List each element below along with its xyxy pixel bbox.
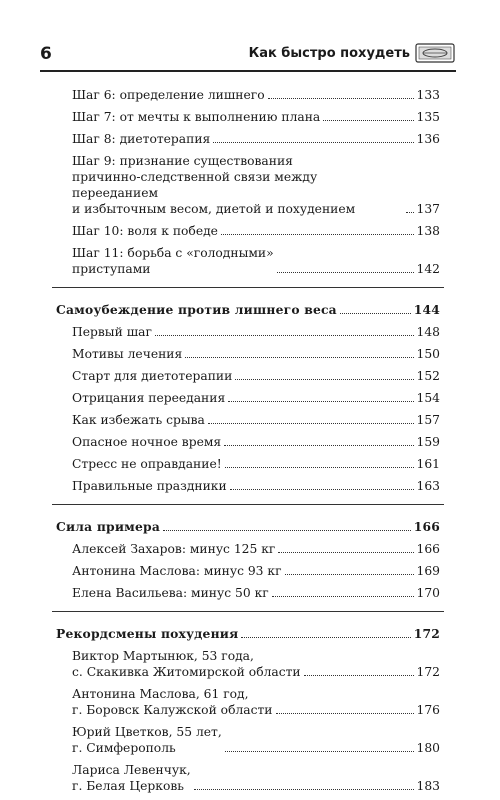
toc-entry	[56, 131, 440, 147]
toc-page-number: 166	[413, 519, 440, 534]
toc-entry	[56, 324, 440, 340]
toc-entry-title: Антонина Маслова: минус 93 кг	[72, 564, 282, 578]
header-rule	[40, 70, 456, 72]
toc-entry	[56, 109, 440, 125]
dot-leader	[268, 98, 414, 99]
toc-entry	[56, 153, 440, 217]
dot-leader	[285, 574, 414, 575]
dot-leader	[277, 272, 414, 273]
toc-entry	[56, 762, 440, 794]
running-title: Как быстро похудеть	[248, 46, 410, 61]
toc-entry-title: Сила примера	[56, 519, 161, 534]
toc-page-number: 161	[416, 457, 440, 471]
dot-leader	[155, 335, 414, 336]
toc-entry-title: Шаг 11: борьба с «голодными» приступами	[72, 246, 274, 276]
dot-leader	[208, 423, 414, 424]
dot-leader	[221, 234, 414, 235]
toc-entry-title: Первый шаг	[72, 325, 152, 339]
toc-page-number: 176	[416, 703, 440, 717]
toc-entry	[56, 87, 440, 103]
page-number: 6	[40, 44, 52, 64]
dot-leader	[163, 530, 411, 531]
toc-entry-title: Стресс не оправдание!	[72, 457, 222, 471]
dot-leader	[230, 489, 414, 490]
dot-leader	[225, 751, 414, 752]
dot-leader	[278, 552, 413, 553]
toc-entry	[56, 434, 440, 450]
toc-page-number: 138	[416, 224, 440, 238]
dot-leader	[241, 637, 410, 638]
toc-page-number: 135	[416, 110, 440, 124]
toc-entry-title: Старт для диетотерапии	[72, 369, 233, 383]
toc-entry	[56, 346, 440, 362]
toc-section-entry	[56, 626, 440, 642]
dot-leader	[340, 313, 411, 314]
section-divider	[52, 611, 444, 612]
toc-entry-title: Опасное ночное время	[72, 435, 222, 449]
toc-page-number: 133	[416, 88, 440, 102]
toc-entry-title: Рекордсмены похудения	[56, 626, 239, 641]
toc-entry	[56, 724, 440, 756]
toc-entry	[56, 245, 440, 277]
dot-leader	[276, 713, 414, 714]
dot-leader	[228, 401, 413, 402]
toc-entry	[56, 686, 440, 718]
toc-entry	[56, 541, 440, 557]
dot-leader	[194, 789, 414, 790]
toc-entry-title: Елена Васильева: минус 50 кг	[72, 586, 269, 600]
toc-section-entry	[56, 302, 440, 318]
toc-entry	[56, 368, 440, 384]
toc-entry	[56, 456, 440, 472]
toc-entry-title: Юрий Цветков, 55 лет, г. Симферополь	[72, 725, 222, 755]
toc-page-number: 142	[416, 262, 440, 276]
toc-entry	[56, 412, 440, 428]
section-divider	[52, 504, 444, 505]
toc-page-number: 172	[416, 665, 440, 679]
toc-entry-title: Виктор Мартынюк, 53 года, с. Скакивка Житомирской области	[72, 649, 301, 679]
toc-entry-title: Мотивы лечения	[72, 347, 183, 361]
toc-entry-title: Алексей Захаров: минус 125 кг	[72, 542, 276, 556]
toc-entry-title: Правильные праздники	[72, 479, 227, 493]
dot-leader	[323, 120, 413, 121]
toc-page-number: 172	[413, 626, 440, 641]
toc-entry-title: Шаг 7: от мечты к выполнению плана	[72, 110, 321, 124]
toc-entry	[56, 390, 440, 406]
toc-page-number: 180	[416, 741, 440, 755]
book-series-logo	[415, 42, 455, 64]
dot-leader	[235, 379, 413, 380]
toc-entry-title: Шаг 8: диетотерапия	[72, 132, 211, 146]
toc-page-number: 159	[416, 435, 440, 449]
toc-page-number: 166	[416, 542, 440, 556]
toc-entry-title: Самоубеждение против лишнего веса	[56, 302, 337, 317]
toc-entry	[56, 478, 440, 494]
dot-leader	[225, 467, 414, 468]
toc-page-number: 148	[416, 325, 440, 339]
toc-page-number: 152	[416, 369, 440, 383]
table-of-contents	[56, 87, 440, 800]
dot-leader	[272, 596, 414, 597]
toc-entry	[56, 585, 440, 601]
toc-entry-title: Шаг 9: признание существования причинно-следственной связи между перееданием и избыточным весом, диетой и похудением	[72, 154, 356, 216]
toc-page-number: 154	[416, 391, 440, 405]
toc-section-entry	[56, 519, 440, 535]
toc-page-number: 150	[416, 347, 440, 361]
toc-entry	[56, 648, 440, 680]
dot-leader	[406, 212, 414, 213]
toc-page-number: 157	[416, 413, 440, 427]
toc-entry-title: Шаг 6: определение лишнего	[72, 88, 265, 102]
toc-page-number: 169	[416, 564, 440, 578]
dot-leader	[304, 675, 414, 676]
toc-page-number: 136	[416, 132, 440, 146]
toc-page-number: 144	[413, 302, 440, 317]
toc-entry	[56, 563, 440, 579]
toc-page-number: 183	[416, 779, 440, 793]
dot-leader	[224, 445, 413, 446]
toc-entry-title: Отрицания переедания	[72, 391, 226, 405]
dot-leader	[213, 142, 413, 143]
toc-entry-title: Лариса Левенчук, г. Белая Церковь	[72, 763, 191, 793]
page-header	[0, 0, 500, 80]
toc-entry-title: Шаг 10: воля к победе	[72, 224, 218, 238]
dot-leader	[185, 357, 413, 358]
toc-entry-title: Как избежать срыва	[72, 413, 205, 427]
toc-page-number: 170	[416, 586, 440, 600]
toc-entry	[56, 223, 440, 239]
toc-entry-title: Антонина Маслова, 61 год, г. Боровск Калужской области	[72, 687, 273, 717]
section-divider	[52, 287, 444, 288]
toc-page-number: 137	[416, 202, 440, 216]
toc-page-number: 163	[416, 479, 440, 493]
